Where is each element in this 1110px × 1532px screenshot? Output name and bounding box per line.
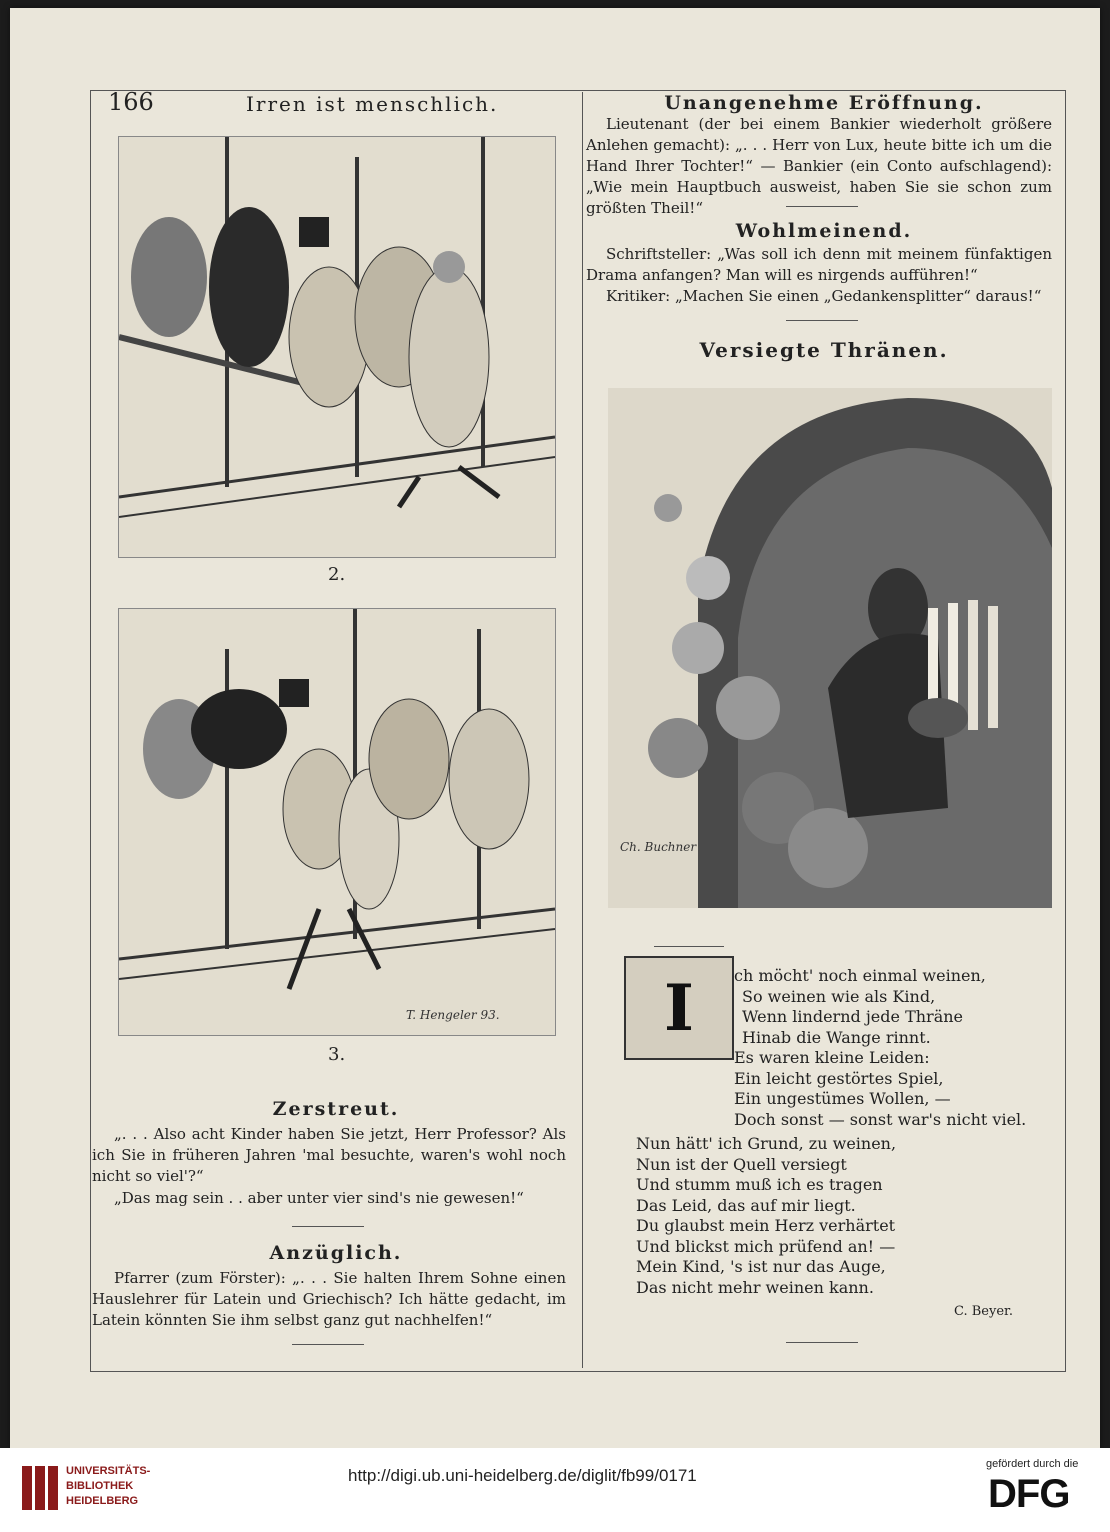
poem-line: Das nicht mehr weinen kann.: [636, 1277, 874, 1297]
separator-rule: [292, 1344, 364, 1345]
column-divider: [582, 92, 583, 1368]
story-title-wohlmeinend: Wohlmeinend.: [735, 220, 913, 242]
footer-bar: [0, 1448, 1110, 1532]
story-text-zerstreut-2: „Das mag sein . . aber unter vier sind's nie gewesen!“: [114, 1189, 524, 1207]
poem-line: Nun hätt' ich Grund, zu weinen,: [636, 1134, 897, 1153]
institution-name: UNIVERSITÄTS- BIBLIOTHEK HEIDELBERG: [66, 1465, 151, 1507]
story-text-zerstreut-1: „. . . Also acht Kinder haben Sie jetzt, Herr Professor? Als ich Sie in früheren Jahren 'mal besuchte, waren's wohl noch nicht so viel'?“: [92, 1125, 566, 1185]
separator-rule: [292, 1226, 364, 1227]
poem-illustration: [608, 388, 1052, 908]
poem-stanza-1: [734, 966, 1026, 1130]
story-text-eroeffnung: Lieutenant (der bei einem Bankier wiederholt größere Anlehen gemacht): „. . . Herr von Lux, heute bitte ich um die Hand Ihrer Tochter!“ — Bankier (ein Conto aufschlagend): „Wie mein Hauptbuch ausweist, haben Sie sie schon zum größten Theil!“: [586, 115, 1052, 217]
caption-fig-3: 3.: [328, 1044, 346, 1065]
poem-line: Doch sonst — sonst war's nicht viel.: [734, 1109, 1027, 1129]
decorated-initial: [624, 956, 734, 1060]
poem-line: Ein ungestümes Wollen, —: [734, 1089, 951, 1108]
poem-line: Hinab die Wange rinnt.: [742, 1027, 931, 1047]
poem-author: C. Beyer.: [954, 1304, 1013, 1319]
illustration-signature: Ch. Buchner: [620, 840, 697, 854]
cartoon-signature: T. Hengeler 93.: [406, 1008, 500, 1022]
story-title-zerstreut: Zerstreut.: [272, 1098, 400, 1120]
poem-line: Das Leid, das auf mir liegt.: [636, 1195, 856, 1215]
poem-line: Es waren kleine Leiden:: [734, 1048, 930, 1067]
story-text-wohlmeinend-1: Schriftsteller: „Was soll ich denn mit meinem fünfaktigen Drama anfangen? Man will es nirgends aufführen!“: [586, 245, 1052, 284]
poem-line: Und stumm muß ich es tragen: [636, 1175, 883, 1194]
initial-letter: I: [664, 970, 694, 1046]
ornament-rule: [654, 946, 724, 947]
story-title-anzueglich: Anzüglich.: [269, 1242, 403, 1264]
poem-line: Wenn lindernd jede Thräne: [742, 1007, 963, 1026]
scanned-page: [10, 8, 1100, 1448]
dfg-logo: DFG: [988, 1472, 1070, 1516]
source-url-link[interactable]: http://digi.ub.uni-heidelberg.de/diglit/fb99/0171: [348, 1466, 697, 1485]
poem-stanza-2: [636, 1134, 896, 1298]
poem-line: Ein leicht gestörtes Spiel,: [734, 1068, 944, 1088]
page-number: 166: [108, 88, 154, 116]
cartoon-panel-3: [118, 608, 556, 1036]
poem-line: So weinen wie als Kind,: [742, 986, 936, 1006]
university-logo-icon: [20, 1462, 60, 1514]
funding-label: gefördert durch die: [986, 1458, 1079, 1470]
poem-line: ch möcht' noch einmal weinen,: [734, 966, 986, 985]
separator-rule: [786, 206, 858, 207]
poem-line: Mein Kind, 's ist nur das Auge,: [636, 1257, 886, 1276]
caption-fig-2: 2.: [328, 564, 346, 585]
poem-line: Nun ist der Quell versiegt: [636, 1154, 847, 1174]
cartoon-panel-2: [118, 136, 556, 558]
poem-line: Du glaubst mein Herz verhärtet: [636, 1216, 896, 1235]
poem-title: Versiegte Thränen.: [699, 338, 949, 362]
story-text-anzueglich: Pfarrer (zum Förster): „. . . Sie halten Ihrem Sohne einen Hauslehrer für Latein und Griechisch? Ich hätte gedacht, im Latein könnten Sie ihm selbst ganz gut nachhelfen!“: [92, 1269, 566, 1329]
poem-line: Und blickst mich prüfend an! —: [636, 1236, 896, 1256]
separator-rule: [786, 1342, 858, 1343]
separator-rule: [786, 320, 858, 321]
story-title-eroeffnung: Unangenehme Eröffnung.: [664, 92, 984, 114]
cartoon-title: Irren ist menschlich.: [246, 92, 499, 116]
story-text-wohlmeinend-2: Kritiker: „Machen Sie einen „Gedankensplitter“ daraus!“: [606, 287, 1042, 305]
